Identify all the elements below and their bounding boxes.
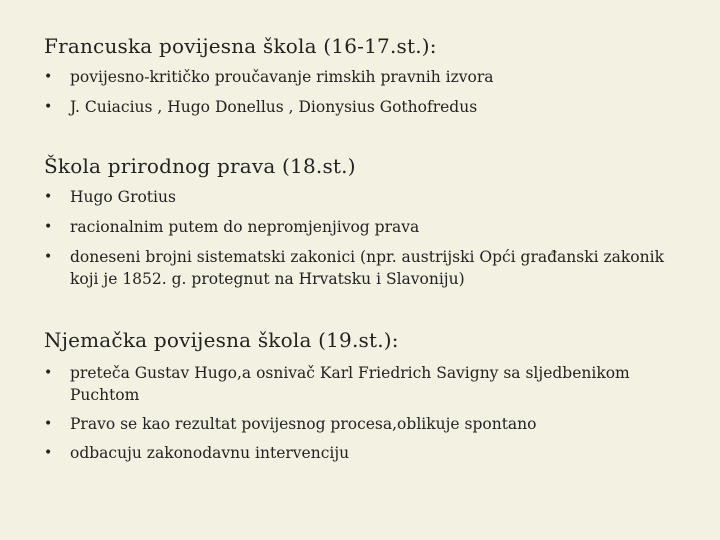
- bullet-list-french-school: [44, 66, 684, 126]
- list-item: [44, 216, 684, 238]
- list-item-text: odbacuju zakonodavnu intervenciju: [70, 444, 350, 462]
- list-item: [44, 362, 684, 406]
- list-item: [44, 246, 684, 290]
- bullet-list-german-historical-school: [44, 362, 684, 471]
- list-item-text: povijesno-kritičko proučavanje rimskih pravnih izvora: [70, 68, 494, 86]
- list-item-text: Hugo Grotius: [70, 188, 176, 206]
- list-item-text: J. Cuiacius , Hugo Donellus , Dionysius Gothofredus: [70, 98, 478, 116]
- section-heading-german-historical-school: Njemačka povijesna škola (19.st.):: [44, 328, 399, 352]
- bullet-icon: •: [44, 445, 53, 461]
- bullet-icon: •: [44, 219, 53, 235]
- list-item: [44, 413, 684, 435]
- list-item-text: racionalnim putem do nepromjenjivog prava: [70, 218, 420, 236]
- list-item: [44, 66, 684, 88]
- list-item: [44, 186, 684, 208]
- bullet-icon: •: [44, 69, 53, 85]
- bullet-icon: •: [44, 416, 53, 432]
- bullet-icon: •: [44, 249, 53, 265]
- bullet-icon: •: [44, 99, 53, 115]
- list-item: [44, 442, 684, 464]
- bullet-icon: •: [44, 189, 53, 205]
- list-item-text: doneseni brojni sistematski zakonici (npr. austrijski Opći građanski zakonik koji je 1852. g. protegnut na Hrvatsku i Slavoniju): [70, 248, 664, 288]
- list-item: [44, 96, 684, 118]
- bullet-list-natural-law-school: [44, 186, 684, 298]
- section-heading-french-school: Francuska povijesna škola (16-17.st.):: [44, 34, 437, 58]
- list-item-text: Pravo se kao rezultat povijesnog procesa,oblikuje spontano: [70, 415, 537, 433]
- bullet-icon: •: [44, 365, 53, 381]
- section-heading-natural-law-school: Škola prirodnog prava (18.st.): [44, 154, 356, 178]
- list-item-text: preteča Gustav Hugo,a osnivač Karl Friedrich Savigny sa sljedbenikom Puchtom: [70, 364, 630, 404]
